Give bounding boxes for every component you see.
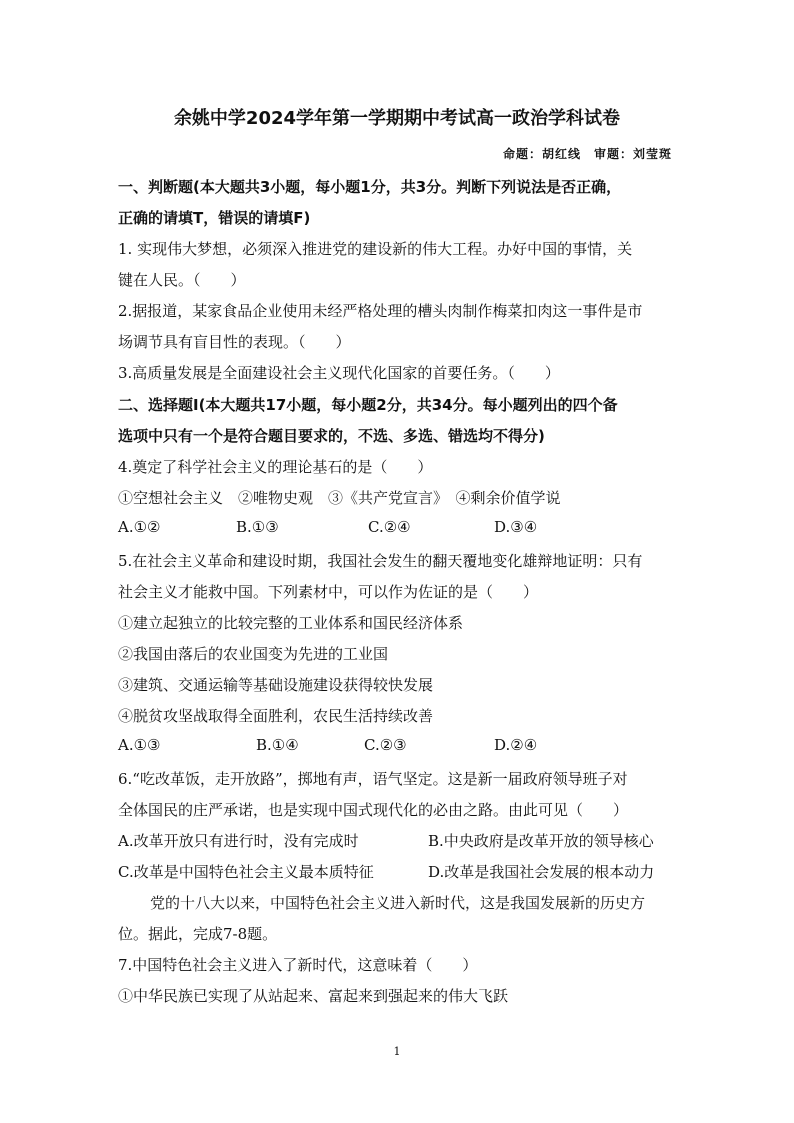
question-7: 7.中国特色社会主义进入了新时代，这意味着（ ） (118, 956, 478, 974)
option-a: A.①② (118, 518, 161, 536)
question-5-item: ③建筑、交通运输等基础设施建设获得较快发展 (118, 676, 434, 694)
option-c: C.②④ (368, 518, 411, 536)
question-5-item: ④脱贫攻坚战取得全面胜利，农民生活持续改善 (118, 707, 434, 725)
option-b: B.①③ (236, 518, 279, 536)
section1-heading: 一、判断题(本大题共3小题，每小题1分，共3分。判断下列说法是否正确， (118, 178, 622, 196)
option-b: B.①④ (256, 736, 299, 754)
option-d: D.②④ (494, 736, 538, 754)
material-text: 党的十八大以来，中国特色社会主义进入新时代，这是我国发展新的历史方 (150, 894, 646, 912)
question-5: 5.在社会主义革命和建设时期，我国社会发生的翻天覆地变化雄辩地证明：只有 (118, 552, 643, 570)
question-4: 4.奠定了科学社会主义的理论基石的是（ ） (118, 458, 433, 476)
question-5-cont: 社会主义才能救中国。下列素材中，可以作为佐证的是（ ） (118, 583, 539, 601)
question-4-options (118, 518, 683, 540)
question-4-items: ①空想社会主义 ②唯物史观 ③《共产党宣言》 ④剩余价值学说 (118, 489, 561, 507)
question-6: 6.“吃改革饭，走开放路”，掷地有声，语气坚定。这是新一届政府领导班子对 (118, 770, 628, 788)
material-text-cont: 位。据此，完成7-8题。 (118, 925, 278, 943)
question-2: 2.据报道，某家食品企业使用未经严格处理的槽头肉制作梅菜扣肉这一事件是市 (118, 302, 643, 320)
section2-heading: 二、选择题Ⅰ(本大题共17小题，每小题2分，共34分。每小题列出的四个备 (118, 396, 618, 414)
question-1: 1. 实现伟大梦想，必须深入推进党的建设新的伟大工程。办好中国的事情，关 (118, 240, 633, 258)
question-5-item: ②我国由落后的农业国变为先进的工业国 (118, 645, 389, 663)
question-6-options-row2 (118, 861, 683, 883)
question-2-cont: 场调节具有盲目性的表现。（ ） (118, 333, 351, 351)
page-title: 余姚中学2024学年第一学期期中考试高一政治学科试卷 (173, 108, 621, 129)
option-d: D.改革是我国社会发展的根本动力 (428, 863, 655, 881)
page-number: 1 (393, 1045, 401, 1058)
question-5-options (118, 736, 683, 758)
question-3: 3.高质量发展是全面建设社会主义现代化国家的首要任务。（ ） (118, 364, 560, 382)
option-b: B.中央政府是改革开放的领导核心 (428, 832, 654, 850)
author-line: 命题：胡红线 审题：刘莹斑 (502, 147, 672, 161)
section2-heading-cont: 选项中只有一个是符合题目要求的，不选、多选、错选均不得分) (118, 427, 545, 445)
question-6-cont: 全体国民的庄严承诺，也是实现中国式现代化的必由之路。由此可见（ ） (118, 801, 629, 819)
section1-heading-cont: 正确的请填T，错误的请填F) (118, 209, 311, 227)
question-5-item: ①建立起独立的比较完整的工业体系和国民经济体系 (118, 614, 464, 632)
question-7-item: ①中华民族已实现了从站起来、富起来到强起来的伟大飞跃 (118, 987, 509, 1005)
option-d: D.③④ (494, 518, 538, 536)
option-a: A.改革开放只有进行时，没有完成时 (118, 832, 359, 850)
question-1-cont: 键在人民。（ ） (118, 271, 246, 289)
option-c: C.改革是中国特色社会主义最本质特征 (118, 863, 374, 881)
option-a: A.①③ (118, 736, 161, 754)
option-c: C.②③ (364, 736, 407, 754)
question-6-options-row1 (118, 830, 683, 852)
